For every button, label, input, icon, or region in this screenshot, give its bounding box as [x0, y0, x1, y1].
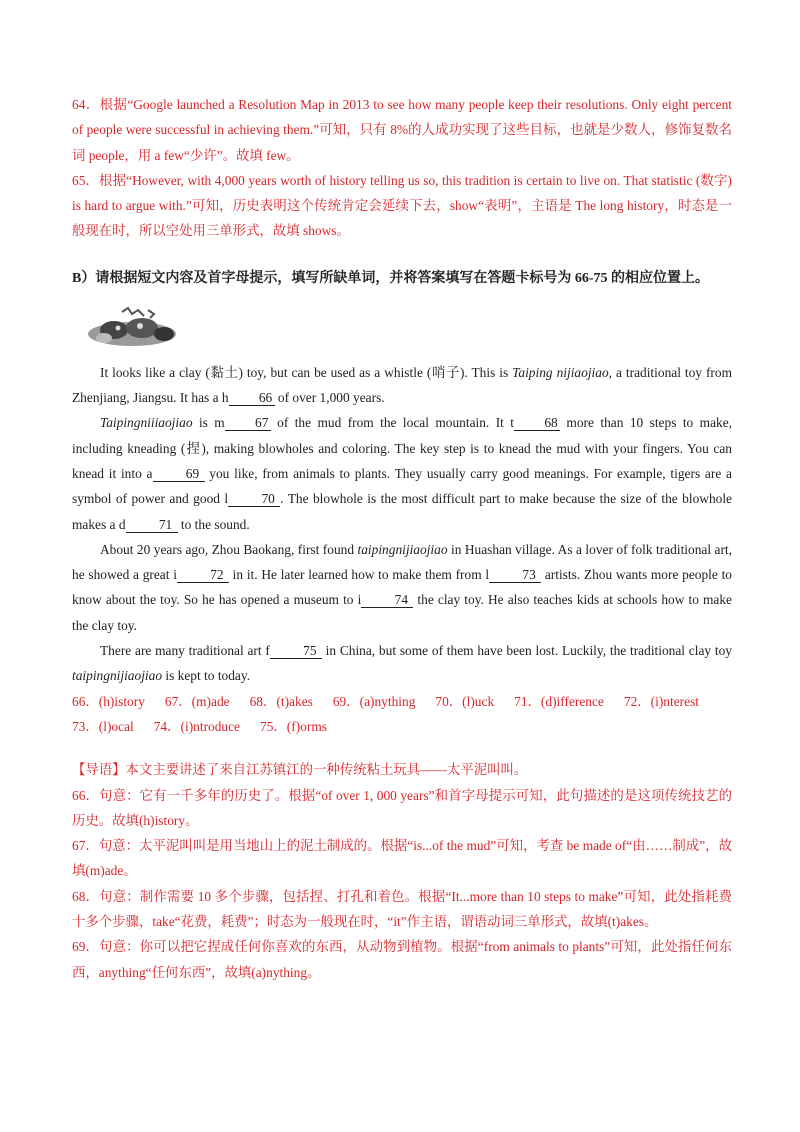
- answer-66: 66．(h)istory: [72, 693, 145, 709]
- section-b-heading: B）请根据短文内容及首字母提示，填写所缺单词，并将答案填写在答题卡标号为 66-75 的相应位置上。: [72, 270, 709, 286]
- blank-72: 72: [177, 568, 229, 583]
- answer-69: 69．(a)nything: [332, 693, 416, 709]
- answer-67: 67．(m)ade: [164, 693, 230, 709]
- answer-74: 74．(i)ntroduce: [153, 718, 241, 734]
- top-explanations: [72, 92, 732, 244]
- answer-73: 73．(l)ocal: [72, 718, 134, 734]
- answer-71: 71．(d)ifference: [514, 693, 604, 709]
- passage-paragraph-4: There are many traditional art f 75 in China, but some of them have been lost. Luckily, the traditional clay toy taipingnijiaojiao is kept to today.: [72, 643, 733, 684]
- page-content: [72, 92, 732, 985]
- reading-passage: [72, 360, 732, 689]
- blank-66: 66: [229, 391, 275, 406]
- passage-paragraph-2: Taipingniiiaojiao is m 67 of the mud from the local mountain. It t 68 more than 10 steps to make, including kneading (捏), making blowholes and coloring. The key step is to knead the mud with your fingers. You can knead it into a 69 you like, from animals to plants. They usually carry good meanings. For example, tigers are a symbol of power and good l 70 . The blowhole is the most difficult part to make because the size of the blowhole makes a d 71 to the sound.: [72, 415, 732, 532]
- explanation-68: 68．句意：制作需要 10 多个步骤，包括捏、打孔和着色。根据“It...more than 10 steps to make”可知，此处指耗费十多个步骤，take“花费，耗费”；时态为一般现在时，“it”作主语，谓语动词三单形式，故填(t)akes。: [72, 888, 732, 930]
- explanation-64: 64．根据“Google launched a Resolution Map in 2013 to see how many people keep their resolutions. Only eight percent of people were successful in achieving them.”可知，只有 8%的人成功实现了这些目标，也就是少数人，修饰复数名词 people，用 a few“少许”。故填 few。: [72, 97, 732, 163]
- blank-67: 67: [225, 416, 271, 431]
- blank-71: 71: [126, 518, 178, 533]
- passage-paragraph-1: It looks like a clay (黏土) toy, but can be used as a whistle (哨子). This is Taiping nijiaojiao, a traditional toy from Zhenjiang, Jiangsu. It has a h 66 of over 1,000 years.: [72, 364, 733, 406]
- explanations-section: [72, 757, 732, 985]
- blank-75: 75: [270, 644, 322, 659]
- explanation-66: 66．句意：它有一千多年的历史了。根据“of over 1, 000 years”和首字母提示可知，此句描述的是这项传统技艺的历史。故填(h)istory。: [72, 787, 732, 828]
- blank-74: 74: [361, 593, 413, 608]
- explanation-67: 67．句意：太平泥叫叫是用当地山上的泥土制成的。根据“is...of the mud”可知，考查 be made of“由……制成”，故填(m)ade。: [72, 838, 732, 879]
- answer-key: [72, 689, 732, 740]
- explanation-65: 65．根据“However, with 4,000 years worth of history telling us so, this tradition is certain to live on. That statistic (数字) is hard to argue with.”可知，历史表明这个传统肯定会延续下去，show“表明”，主语是 The long history，时态是一般现在时，所以空处用三单形式，故填 shows。: [72, 172, 732, 239]
- answer-70: 70．(l)uck: [435, 693, 495, 709]
- guide-intro: 【导语】本文主要讲述了来自江苏镇江的一种传统粘土玩具——太平泥叫叫。: [72, 762, 528, 778]
- answer-68: 68．(t)akes: [249, 693, 313, 709]
- passage-paragraph-3: About 20 years ago, Zhou Baokang, first found taipingnijiaojiao in Huashan village. As a lover of folk traditional art, he showed a great i 72 in it. He later learned how to make them from l 73 artists. Zhou wants more people to know about the toy. So he has opened a museum to i 74 the clay toy. He also teaches kids at schools how to make the clay toy.: [72, 541, 732, 633]
- answer-72: 72．(i)nterest: [623, 693, 700, 709]
- explanation-69: 69．句意：你可以把它捏成任何你喜欢的东西，从动物到植物。根据“from animals to plants”可知，此处指任何东西，anything“任何东西”，故填(a)nything。: [72, 939, 732, 980]
- blank-68: 68: [514, 416, 560, 431]
- blank-69: 69: [153, 467, 205, 482]
- blank-70: 70: [228, 492, 280, 507]
- blank-73: 73: [489, 568, 541, 583]
- clay-toy-illustration: [84, 304, 180, 350]
- answer-75: 75．(f)orms: [260, 718, 327, 734]
